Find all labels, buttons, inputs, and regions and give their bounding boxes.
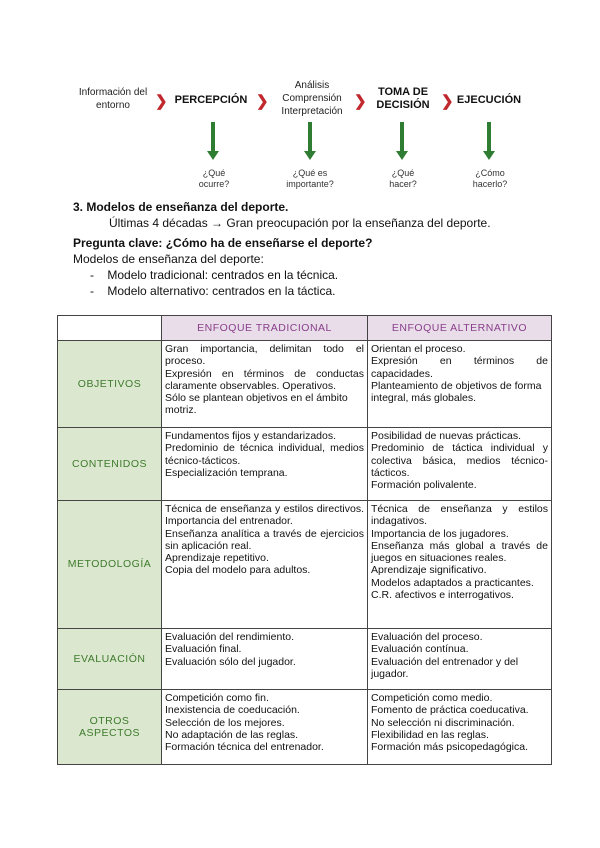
- table-row: [58, 629, 552, 690]
- table-header-row: [58, 316, 552, 341]
- cell-text: Selección de los mejores.: [165, 716, 285, 729]
- cell-text: Predominio de táctica individual y colectiva básica, medios técnico-tácticos.: [371, 442, 548, 479]
- question-como-hacerlo: ¿Cómo hacerlo?: [472, 168, 508, 189]
- cell-text: Evaluación sólo del jugador.: [165, 655, 296, 668]
- chevron-right-icon: ❯: [155, 93, 168, 110]
- cell-text: Formación polivalente.: [371, 479, 477, 492]
- cell-text: No selección ni discriminación.: [371, 716, 515, 729]
- down-arrow-icon: [396, 122, 408, 160]
- cell-traditional: [162, 428, 368, 501]
- cell-text: Enseñanza analítica a través de ejercicios sin aplicación real.: [165, 527, 364, 552]
- cell-text: Formación más psicopedagógica.: [371, 741, 528, 754]
- down-arrow-icon: [207, 122, 219, 160]
- table-row: [58, 341, 552, 428]
- cell-text: Evaluación contínua.: [371, 643, 469, 656]
- cell-text: Competición como medio.: [371, 692, 493, 704]
- section-heading: 3. Modelos de enseñanza del deporte.: [73, 200, 289, 214]
- cell-text: No adaptación de las reglas.: [165, 728, 299, 741]
- cell-alternative: [368, 690, 552, 765]
- flow-step-ejecucion: EJECUCIÓN: [456, 94, 522, 106]
- cell-text: Copia del modelo para adultos.: [165, 564, 311, 577]
- cell-text: Fundamentos fijos y estandarizados.: [165, 430, 337, 442]
- flow-step-percepcion: PERCEPCIÓN: [174, 94, 248, 106]
- cell-alternative: [368, 629, 552, 690]
- cell-traditional: [162, 690, 368, 765]
- chevron-right-icon: ❯: [354, 93, 367, 110]
- cell-text: Expresión en términos de capacidades.: [371, 355, 548, 380]
- header-enfoque-tradicional: ENFOQUE TRADICIONAL: [162, 316, 368, 341]
- cell-text: Fomento de práctica coeducativa.: [371, 704, 529, 717]
- comparison-table: [57, 315, 552, 765]
- table-row: [58, 690, 552, 765]
- cell-text: Aprendizaje significativo.: [371, 564, 487, 577]
- bullet-item: - Modelo tradicional: centrados en la técnica.: [90, 268, 339, 282]
- question-que-ocurre: ¿Qué ocurre?: [198, 168, 230, 189]
- cell-text: Evaluación final.: [165, 643, 242, 656]
- question-que-hacer: ¿Qué hacer?: [389, 168, 417, 189]
- flow-step-analisis: Análisis Comprensión Interpretación: [281, 80, 343, 117]
- header-enfoque-alternativo: ENFOQUE ALTERNATIVO: [368, 316, 552, 341]
- cell-traditional: [162, 341, 368, 428]
- row-label-metodologia: METODOLOGÍA: [58, 501, 162, 629]
- cell-traditional: [162, 629, 368, 690]
- cell-text: Evaluación del rendimiento.: [165, 631, 294, 643]
- key-question: Pregunta clave: ¿Cómo ha de enseñarse el deporte?: [73, 236, 373, 250]
- bullet-text: Modelo alternativo: centrados en la táctica.: [107, 284, 336, 298]
- cell-text: Evaluación del entrenador y del jugador.: [371, 655, 519, 680]
- cell-text: Inexistencia de coeducación.: [165, 704, 300, 717]
- cell-text: Posibilidad de nuevas prácticas.: [371, 430, 522, 442]
- cell-text: Especialización temprana.: [165, 466, 288, 479]
- table-row: [58, 428, 552, 501]
- cell-text: Predominio de técnica individual, medios técnico-tácticos.: [165, 442, 364, 467]
- cell-text: Técnica de enseñanza y estilos indagativos.: [371, 503, 548, 528]
- cell-alternative: [368, 428, 552, 501]
- row-label-contenidos: CONTENIDOS: [58, 428, 162, 501]
- section-line-decadas: Últimas 4 décadas → Gran preocupación por la enseñanza del deporte.: [109, 216, 491, 230]
- cell-text: Evaluación del proceso.: [371, 631, 483, 643]
- cell-text: Competición como fin.: [165, 692, 269, 704]
- cell-text: Planteamiento de objetivos de forma integral, más globales.: [371, 379, 542, 405]
- chevron-right-icon: ❯: [256, 93, 269, 110]
- cell-text: Formación técnica del entrenador.: [165, 741, 324, 754]
- bullet-item: - Modelo alternativo: centrados en la táctica.: [90, 284, 336, 298]
- cell-text: Orientan el proceso.: [371, 343, 466, 355]
- cell-alternative: [368, 341, 552, 428]
- table-header-empty: [58, 316, 162, 341]
- cell-text: Gran importancia, delimitan todo el proceso.: [165, 343, 364, 368]
- cell-traditional: [162, 501, 368, 629]
- down-arrow-icon: [304, 122, 316, 160]
- row-label-otros-aspectos: OTROS ASPECTOS: [58, 690, 162, 765]
- cell-text: Importancia de los jugadores.: [371, 527, 509, 540]
- cell-text: Enseñanza más global a través de juegos en situaciones reales.: [371, 539, 548, 565]
- cell-text: Sólo se plantean objetivos en el ámbito motriz.: [165, 392, 348, 417]
- cell-alternative: [368, 501, 552, 629]
- cell-text: Modelos adaptados a practicantes.: [371, 576, 534, 589]
- row-label-objetivos: OBJETIVOS: [58, 341, 162, 428]
- cell-text: Aprendizaje repetitivo.: [165, 552, 269, 565]
- down-arrow-icon: [483, 122, 495, 160]
- chevron-right-icon: ❯: [441, 93, 454, 110]
- question-que-importante: ¿Qué es importante?: [286, 168, 334, 189]
- flow-step-informacion: Información del entorno: [78, 87, 148, 111]
- cell-text: Técnica de enseñanza y estilos directivos. Importancia del entrenador.: [165, 503, 364, 528]
- cell-text: Expresión en términos de conductas claramente observables. Operativos.: [165, 367, 364, 392]
- flow-step-toma-decision: TOMA DE DECISIÓN: [376, 86, 430, 111]
- bullet-text: Modelo tradicional: centrados en la técnica.: [107, 268, 339, 282]
- table-row: [58, 501, 552, 629]
- models-intro: Modelos de enseñanza del deporte:: [73, 252, 264, 266]
- cell-text: C.R. afectivos e interrogativos.: [371, 589, 514, 602]
- row-label-evaluacion: EVALUACIÓN: [58, 629, 162, 690]
- cell-text: Flexibilidad en las reglas.: [371, 728, 489, 741]
